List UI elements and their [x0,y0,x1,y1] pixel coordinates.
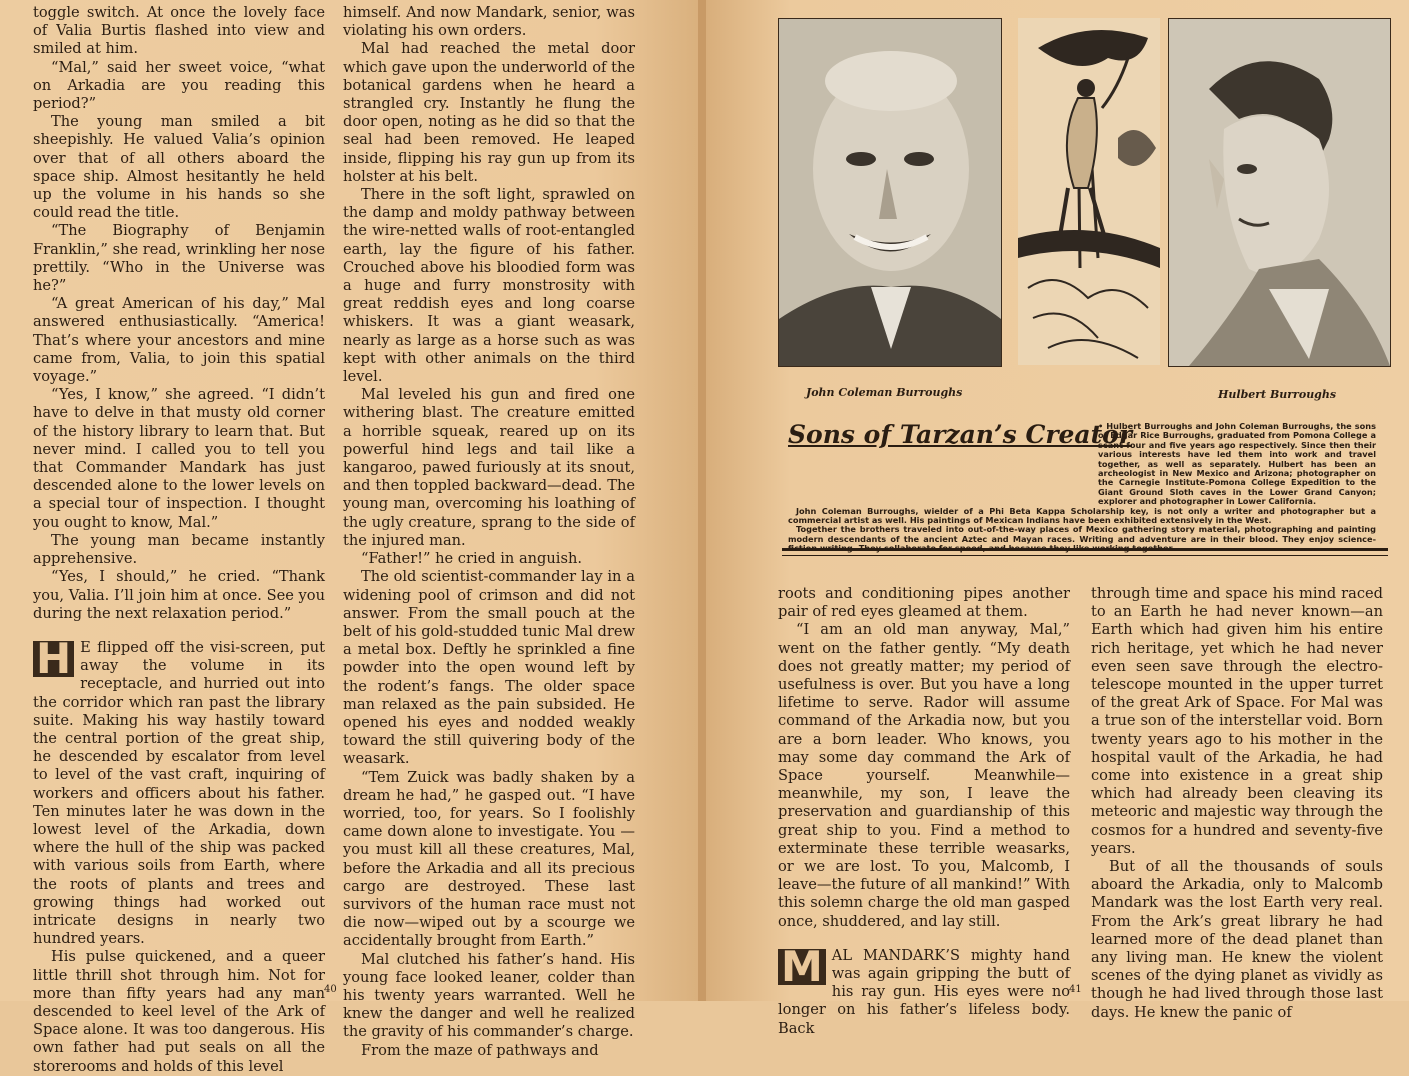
paragraph: His pulse quickened, and a queer little thrill shot through him. Not for more than fifty years had any man descended to keel level of the Ark of Space alone. It was too dangerous. His own father had put seals on all the storerooms and holds of this level [33,948,325,1075]
drop-cap: M [778,949,826,985]
page-number-right: 41 [1069,984,1082,995]
paragraph: roots and conditioning pipes another pair of red eyes gleamed at them. [778,585,1070,621]
dropcap-paragraph [778,941,1070,1038]
bio-paragraph: • Hulbert Burroughs and John Coleman Burroughs, the sons of Edgar Rice Burroughs, graduated from Pomona College a scant four and five years ago respectively. Since then their various interests have led them into work and travel together, as well as separately. Hulbert has been an archeologist in New Mexico and Arizona; photographer on the Carnegie Institute-Pomona College Expedition to the Giant Ground Sloth caves in the Lower Grand Canyon; explorer and photographer in Lower California. [1098,421,1376,507]
paragraph: “Tem Zuick was badly shaken by a dream he had,” he gasped out. “I have worried, too, for years. So I foolishly came down alone to investigate. You —you must kill all these creatures, Mal, before the Arkadia and all its precious cargo are destroyed. These last survivors of the human race must not die now—wiped out by a scourge we accidentally brought from Earth.” [343,768,635,950]
paragraph: “A great American of his day,” Mal answered enthusiastically. “America! That’s where your ancestors and mine came from, Valia, to join this spatial voyage.” [33,295,325,386]
right-column-2 [1091,585,1383,1022]
right-column-1 [778,585,1070,1038]
paragraph: through time and space his mind raced to an Earth he had never known—an Earth which had given him his entire rich heritage, yet which he had never even seen save through the electro-telescope mounted in the upper turret of the great Ark of Space. For Mal was a true son of the interstellar void. Born twenty years ago to his mother in the hospital vault of the Arkadia, he had come into existence in a great ship which had already been cleaving its meteoric and majestic way through the cosmos for a hundred and seventy-five years. [1091,585,1383,857]
caption-john: John Coleman Burroughs [806,386,963,399]
paragraph: Mal had reached the metal door which gave upon the underworld of the botanical gardens when he heard a strangled cry. Instantly he flung the door open, noting as he did so that the seal had been removed. He leaped inside, flipping his ray gun up from its holster at his belt. [343,40,635,185]
paragraph: The young man smiled a bit sheepishly. He valued Valia’s opinion over that of all others aboard the space ship. Almost hesitantly he held up the volume in his hands so she could read the title. [33,113,325,222]
paragraph: “The Biography of Benjamin Franklin,” she read, wrinkling her nose prettily. “Who in the Universe was he?” [33,222,325,295]
paragraph: “Yes, I know,” she agreed. “I didn’t have to delve in that musty old corner of the history library to learn that. But never mind. I called you to tell you that Commander Mandark has just descended alone to the lower levels on a special tour of inspection. I thought you ought to know, Mal.” [33,386,325,531]
left-column-2 [343,4,635,1060]
bio-paragraph: Together the brothers traveled into out-of-the-way places of Mexico gathering story material, photographing and painting modern descendants of the ancient Aztec and Mayan races. Writing and adventure are in their blood. They enjoy science- [788,524,1376,544]
dropcap-paragraph [33,633,325,948]
feature-headline: Sons of Tarzan’s Creator [788,420,1133,449]
paragraph: “Mal,” said her sweet voice, “what on Arkadia are you reading this period?” [33,58,325,113]
divider-rule-thick [782,548,1388,551]
paragraph: There in the soft light, sprawled on the damp and moldy pathway between the wire-netted walls of root-entangled earth, lay the figure of his father. Crouched above his bloodied form was a huge and furry monstrosity with great reddish eyes and long coarse whiskers. It was a giant weasark, nearly as large as a horse such as was kept with other animals on the third level. [343,186,635,386]
paragraph-text: E flipped off the visi-screen, put away the volume in its receptacle, and hurried out into the corridor which ran past the library suite. Making his way hastily toward the central portion of the great ship, he descended by escalator from level to level of the vast craft, inquiring of workers and officers about his father. Ten minutes later he was down in the lowest level of the Arkadia, down where the hull of the ship was packed with various soils from Earth, where the roots of plants and trees and growing things had worked out intricate designs in nearly two hundred years. [33,638,325,948]
paragraph: The old scientist-commander lay in a widening pool of crimson and did not answer. From the small pouch at the belt of his gold-studded tunic Mal drew a metal box. Deftly he sprinkled a fine powder into the open wound left by the rodent’s fangs. The older space man relaxed as the pain subsided. He opened his eyes and nodded weakly toward the still quivering body of the weasark. [343,568,635,768]
caption-hulbert: Hulbert Burroughs [1218,388,1337,401]
tarzan-illustration [1018,18,1160,365]
author-bio [788,422,1376,554]
paragraph: The young man became instantly apprehensive. [33,531,325,568]
left-column-1 [33,4,325,1076]
photo-hulbert-burroughs [1168,18,1391,367]
paragraph: Mal leveled his gun and fired one withering blast. The creature emitted a horrible squeak, reared up on its powerful hind legs and tail like a kangaroo, pawed furiously at its snout, and then toppled backward—dead. The young man, overcoming his loathing of the ugly creature, sprang to the side of the injured man. [343,386,635,549]
paragraph: Mal clutched his father’s hand. His young face looked leaner, colder than his twenty years warranted. Well he knew the danger and well he realized the gravity of his commander’s charge. [343,950,635,1041]
page-number-left: 40 [324,984,337,995]
paragraph: “I am an old man anyway, Mal,” went on the father gently. “My death does not greatly matter; my period of usefulness is over. But you have a long lifetime to serve. Rador will assume command of the Arkadia now, but you are a born leader. Who knows, you may some day command the Ark of Space yourself. Meanwhile—meanwhile, my son, I leave the preservation and guardianship of this great ship to you. Find a method to exterminate these terrible weasarks, or we are lost. To you, Malcomb, I leave—the future of all mankind!” With this solemn charge the old man gasped once, shuddered, and lay still. [778,621,1070,930]
bio-paragraph: John Coleman Burroughs, wielder of a Phi Beta Kappa Scholarship key, is not only a writer and photographer but a commercial artist as well. His paintings of Mexican Indians have been exhibited extensively in the West. [788,505,1376,526]
paragraph: toggle switch. At once the lovely face of Valia Burtis flashed into view and smiled at him. [33,4,325,58]
paragraph: “Father!” he cried in anguish. [361,550,582,568]
paragraph-text: AL MANDARK’S mighty hand was again gripping the butt of his ray gun. His eyes were no longer on his father’s lifeless body. Back [778,946,1070,1037]
paragraph: From the maze of pathways and [361,1041,599,1059]
drop-cap: H [33,641,74,677]
paragraph: himself. And now Mandark, senior, was violating his own orders. [343,4,635,40]
paragraph: But of all the thousands of souls aboard the Arkadia, only to Malcomb Mandark was the lost Earth very real. From the Ark’s great library he had learned more of the dead planet than any living man. He knew the violent scenes of the dying planet as vividly as though he had lived through those last days. He knew the panic of [1091,858,1383,1021]
paragraph: “Yes, I should,” he cried. “Thank you, Valia. I’ll join him at once. See you during the next relaxation period.” [33,568,325,622]
photo-john-coleman-burroughs [778,18,1002,367]
divider-rule-thin [782,555,1388,556]
